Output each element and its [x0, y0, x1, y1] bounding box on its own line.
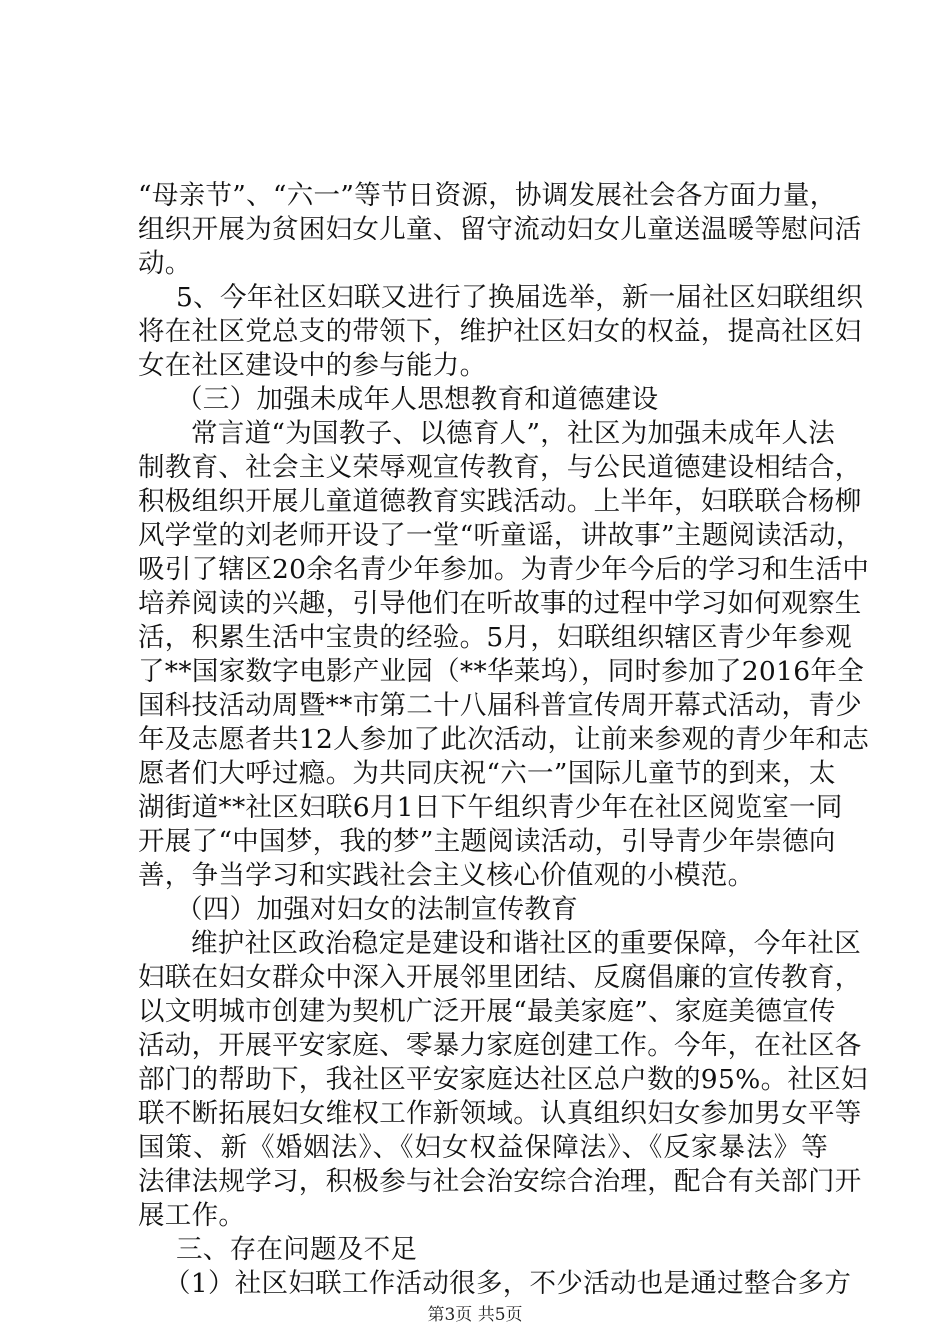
text-line: 常言道“为国教子、以德育人”，社区为加强未成年人法 [191, 418, 836, 449]
text-line: 了**国家数字电影产业园（**华莱坞），同时参加了2016年全 [138, 656, 864, 687]
section-heading: （三）加强未成年人思想教育和道德建设 [176, 384, 659, 415]
text-line: 国科技活动周暨**市第二十八届科普宣传周开幕式活动，青少 [138, 690, 862, 721]
text-line: 动。 [138, 248, 192, 279]
text-line: 开展了“中国梦，我的梦”主题阅读活动，引导青少年崇德向 [138, 826, 836, 857]
text-line: 以文明城市创建为契机广泛开展“最美家庭”、家庭美德宣传 [138, 996, 836, 1027]
text-line: 风学堂的刘老师开设了一堂“听童谣，讲故事”主题阅读活动， [138, 520, 863, 551]
text-line: 吸引了辖区20余名青少年参加。为青少年今后的学习和生活中 [138, 554, 870, 585]
text-line: （1）社区妇联工作活动很多，不少活动也是通过整合多方 [164, 1268, 852, 1299]
section-heading: （四）加强对妇女的法制宣传教育 [176, 894, 578, 925]
page-number-footer: 第3页 共5页 [427, 1305, 523, 1325]
text-line: 善，争当学习和实践社会主义核心价值观的小模范。 [138, 860, 755, 891]
text-line: 国策、新《婚姻法》、《妇女权益保障法》、《反家暴法》等 [138, 1132, 828, 1163]
text-line: 湖街道**社区妇联6月1日下午组织青少年在社区阅览室一同 [138, 792, 843, 823]
text-line: 培养阅读的兴趣，引导他们在听故事的过程中学习如何观察生 [138, 588, 862, 619]
text-line: 联不断拓展妇女维权工作新领域。认真组织妇女参加男女平等 [138, 1098, 862, 1129]
text-line: 法律法规学习，积极参与社会治安综合治理，配合有关部门开 [138, 1166, 862, 1197]
text-line: 制教育、社会主义荣辱观宣传教育，与公民道德建设相结合， [138, 452, 862, 483]
text-line: 妇联在妇女群众中深入开展邻里团结、反腐倡廉的宣传教育， [138, 962, 862, 993]
text-line: 活动，开展平安家庭、零暴力家庭创建工作。今年，在社区各 [138, 1030, 862, 1061]
text-line: 5、今年社区妇联又进行了换届选举，新一届社区妇联组织 [176, 282, 864, 313]
text-line: 积极组织开展儿童道德教育实践活动。上半年，妇联联合杨柳 [138, 486, 862, 517]
text-line: 活，积累生活中宝贵的经验。5月，妇联组织辖区青少年参观 [138, 622, 852, 653]
text-line: 维护社区政治稳定是建设和谐社区的重要保障，今年社区 [191, 928, 861, 959]
text-line: 将在社区党总支的带领下，维护社区妇女的权益，提高社区妇 [138, 316, 862, 347]
text-line: 组织开展为贫困妇女儿童、留守流动妇女儿童送温暖等慰问活 [138, 214, 862, 245]
text-line: 部门的帮助下，我社区平安家庭达社区总户数的95%。社区妇 [138, 1064, 868, 1095]
text-line: 年及志愿者共12人参加了此次活动，让前来参观的青少年和志 [138, 724, 870, 755]
text-line: “母亲节”、“六一”等节日资源，协调发展社会各方面力量， [138, 180, 837, 211]
text-line: 女在社区建设中的参与能力。 [138, 350, 487, 381]
text-line: 愿者们大呼过瘾。为共同庆祝“六一”国际儿童节的到来，太 [138, 758, 836, 789]
text-line: 展工作。 [138, 1200, 246, 1231]
section-heading: 三、存在问题及不足 [176, 1234, 418, 1265]
